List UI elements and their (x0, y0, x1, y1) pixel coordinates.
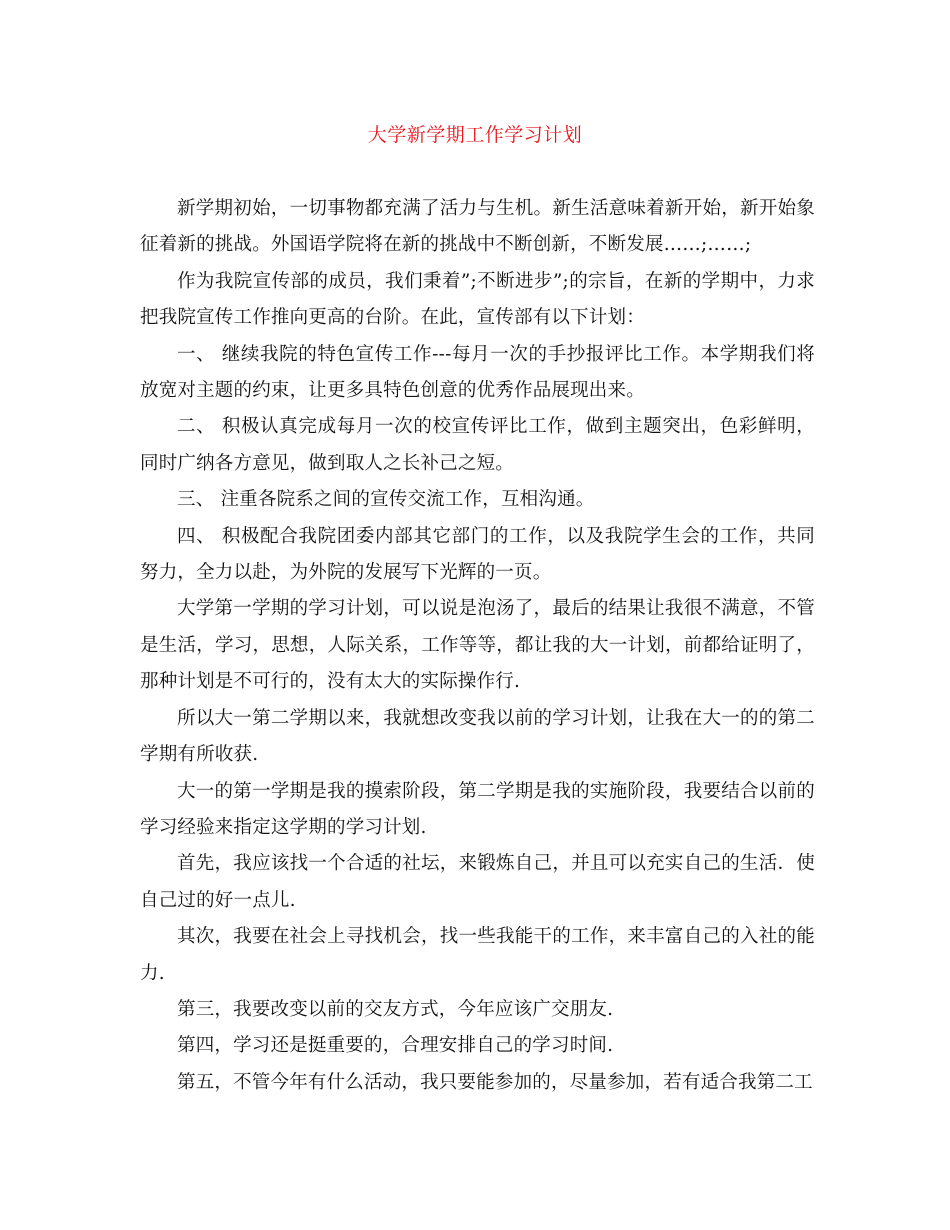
paragraph-first-point: 首先，我应该找一个合适的社坛，来锻炼自己，并且可以充实自己的生活．使自己过的好一点儿. (140, 853, 815, 911)
paragraph-plan-1: 一、 继续我院的特色宣传工作---每月一次的手抄报评比工作。本学期我们将放宽对主题的约束，让更多具特色创意的优秀作品展现出来。 (140, 343, 815, 402)
paragraph-purpose: 作为我院宣传部的成员，我们秉着”;不断进步”;的宗旨，在新的学期中，力求把我院宣传工作推向更高的台阶。在此，宣传部有以下计划： (140, 270, 815, 329)
paragraph-second-point: 其次，我要在社会上寻找机会，找一些我能干的工作，来丰富自己的入社的能力. (140, 926, 815, 984)
document-title: 大学新学期工作学习计划 (367, 124, 583, 146)
paragraph-stages: 大一的第一学期是我的摸索阶段，第二学期是我的实施阶段，我要结合以前的学习经验来指定这学期的学习计划. (140, 780, 815, 838)
paragraph-third-point: 第三，我要改变以前的交友方式，今年应该广交朋友. (177, 998, 614, 1020)
paragraph-second-semester: 所以大一第二学期以来，我就想改变我以前的学习计划，让我在大一的的第二学期有所收获. (140, 707, 815, 766)
paragraph-intro: 新学期初始，一切事物都充满了活力与生机。新生活意味着新开始，新开始象征着新的挑战。外国语学院将在新的挑战中不断创新，不断发展……;……; (140, 198, 815, 256)
paragraph-plan-4: 四、 积极配合我院团委内部其它部门的工作，以及我院学生会的工作，共同努力，全力以赴，为外院的发展写下光辉的一页。 (140, 525, 815, 584)
paragraph-plan-3: 三、 注重各院系之间的宣传交流工作，互相沟通。 (177, 489, 595, 511)
document-body (140, 191, 815, 1101)
paragraph-fourth-point: 第四，学习还是挺重要的，合理安排自己的学习时间. (177, 1035, 614, 1057)
paragraph-first-semester: 大学第一学期的学习计划，可以说是泡汤了，最后的结果让我很不满意，不管是生活，学习，思想，人际关系，工作等等，都让我的大一计划，前都给证明了，那种计划是不可行的，没有太大的实际操作行. (140, 598, 815, 693)
paragraph-fifth-point: 第五，不管今年有什么活动，我只要能参加的，尽量参加，若有适合我第二工 (177, 1071, 813, 1093)
paragraph-plan-2: 二、 积极认真完成每月一次的校宣传评比工作，做到主题突出，色彩鲜明，同时广纳各方意见，做到取人之长补己之短。 (140, 416, 815, 474)
